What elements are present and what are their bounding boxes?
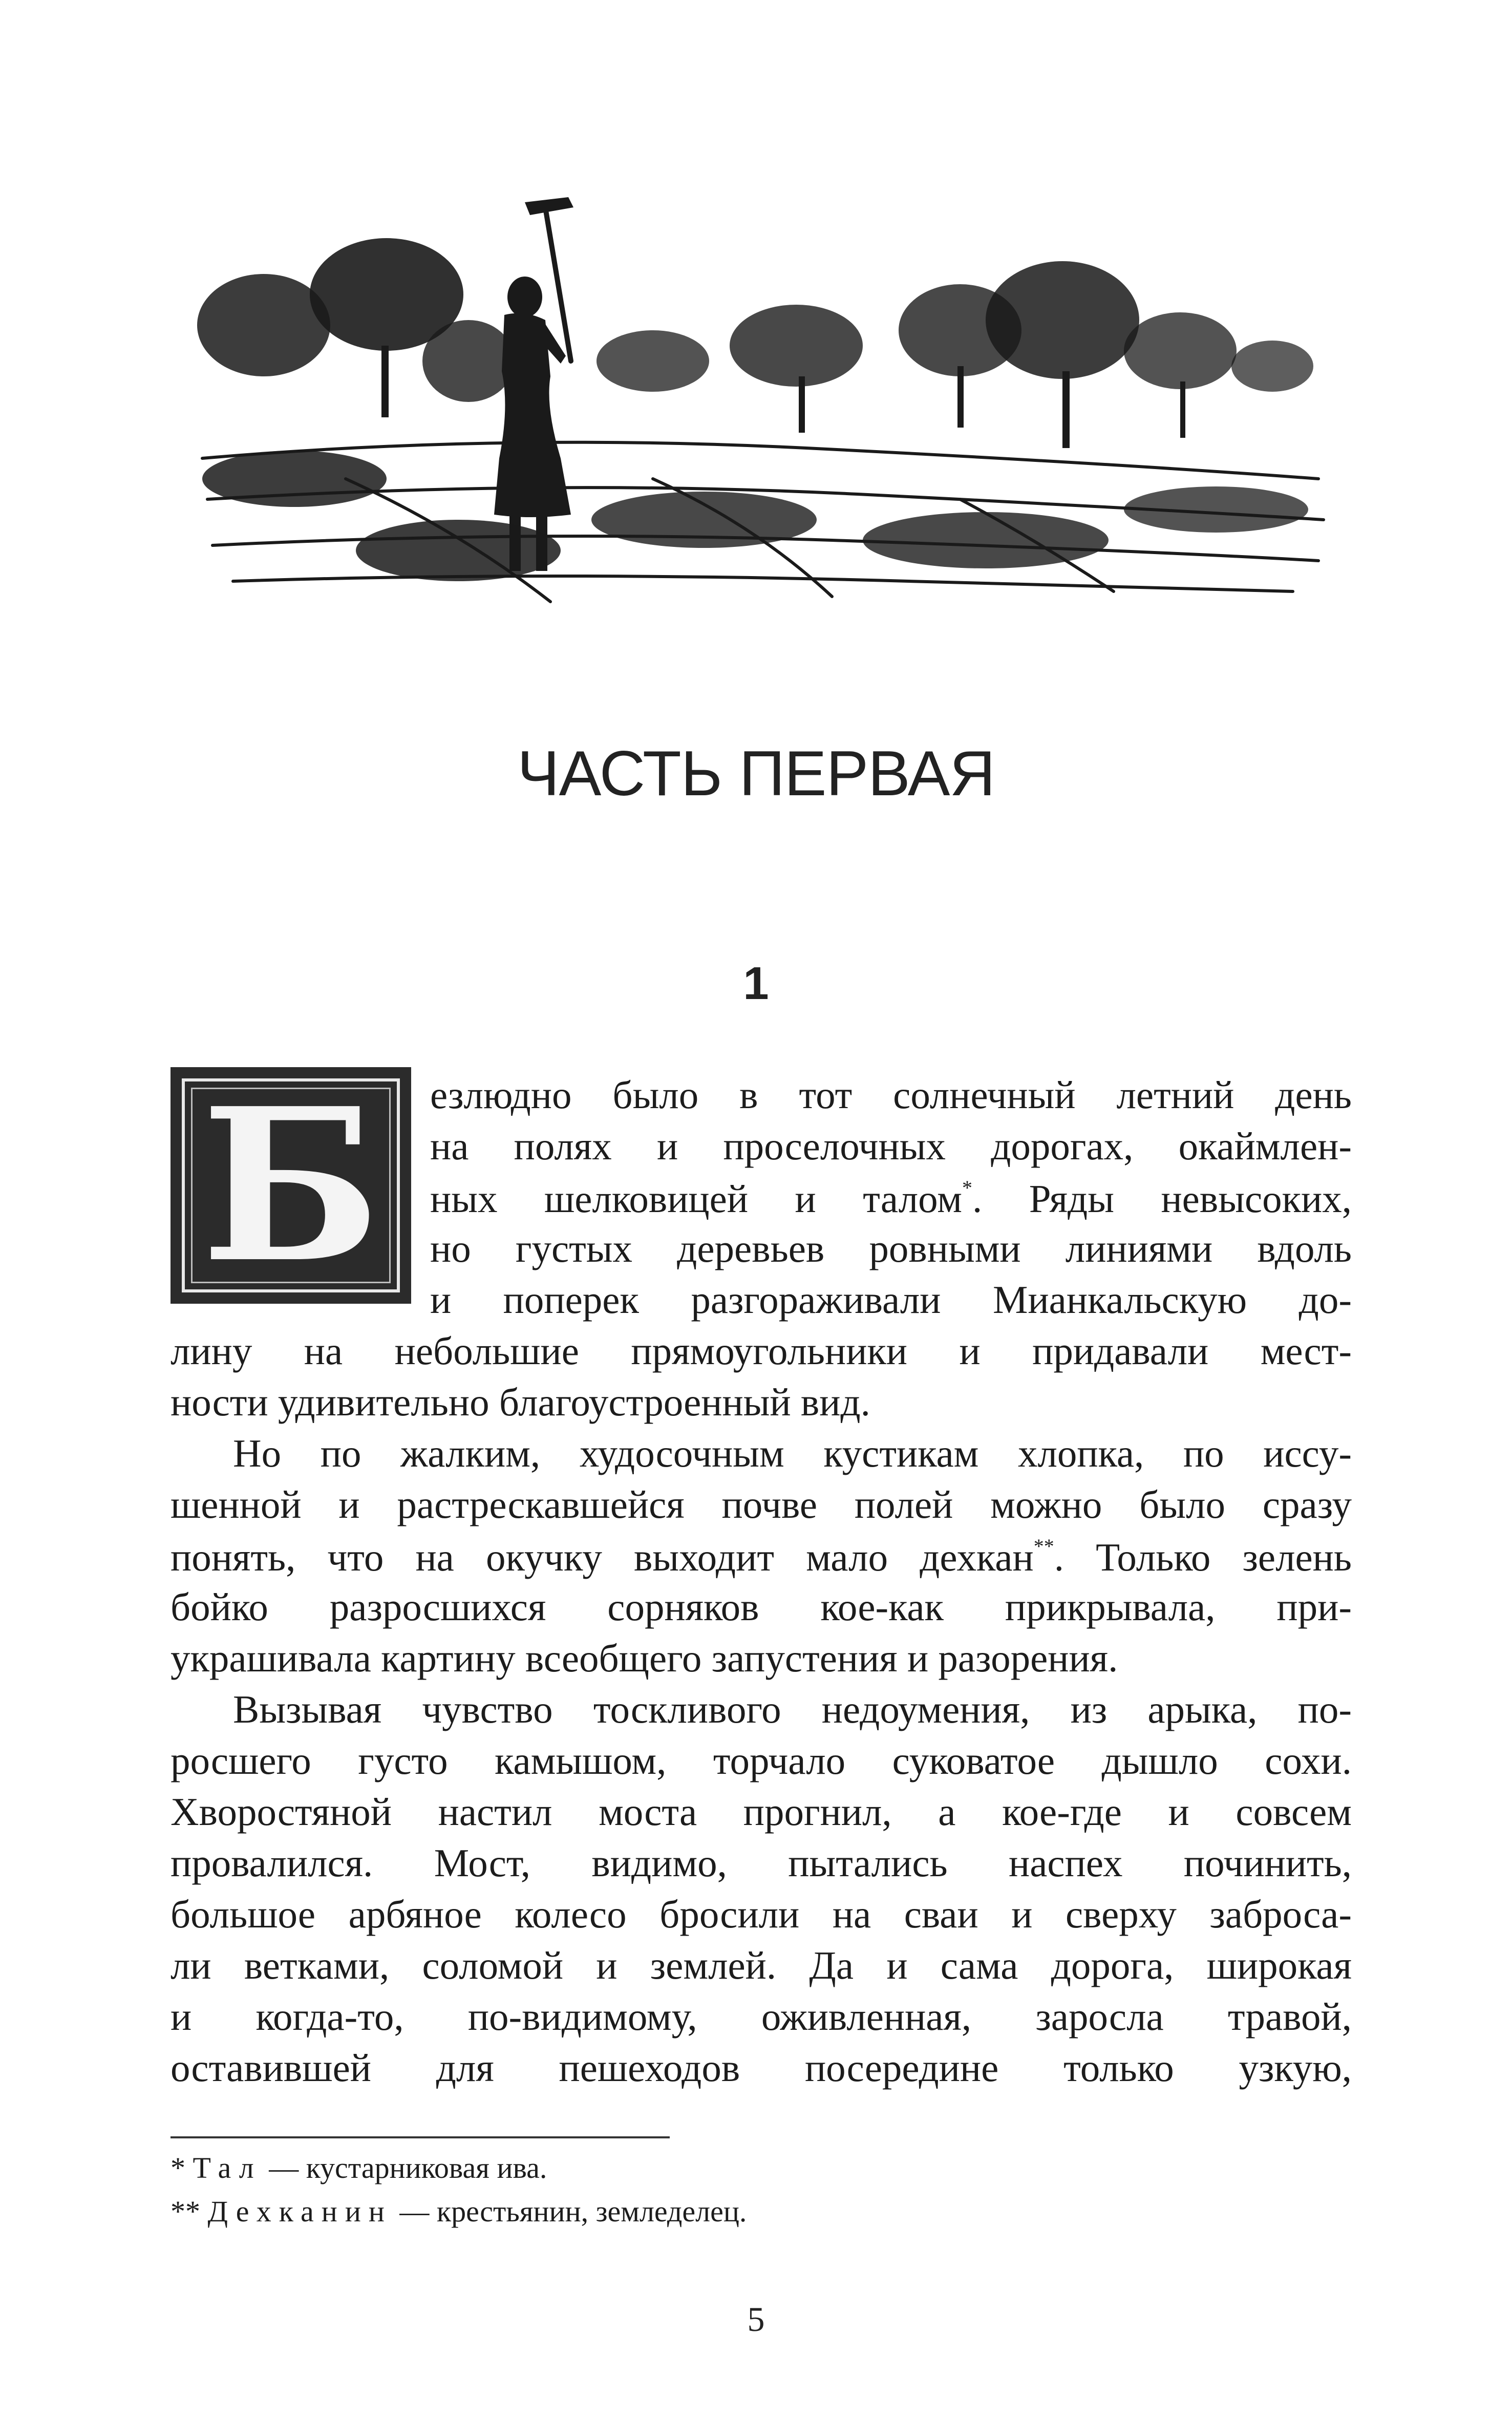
text-line: большое арбяное колесо бросили на сваи и сверху заброса- xyxy=(171,1892,1352,1936)
text-line: украшивала картину всеобщего запустения и разорения. xyxy=(171,1636,1118,1680)
text-line: росшего густо камышом, торчало суковатое дышло сохи. xyxy=(171,1738,1352,1783)
text-line: но густых деревьев ровными линиями вдоль xyxy=(430,1226,1352,1270)
text-line: провалился. Мост, видимо, пытались наспех починить, xyxy=(171,1841,1352,1885)
part-title: ЧАСТЬ ПЕРВАЯ xyxy=(517,738,995,809)
text-line xyxy=(171,1536,1352,1577)
footnote-term: Дехканин xyxy=(207,2195,392,2228)
text-line: бойко разросшихся сорняков кое-как прикрывала, при- xyxy=(171,1585,1352,1629)
text-line: Вызывая чувство тоскливого недоумения, из арыка, по- xyxy=(233,1687,1352,1731)
footnote-divider xyxy=(171,2136,670,2138)
text-line: ности удивительно благоустроенный вид. xyxy=(171,1380,870,1424)
text-line xyxy=(430,1178,1352,1219)
text-segment: ных шелковицей и талом xyxy=(430,1177,962,1221)
text-segment: понять, что на окучку выходит мало дехкан xyxy=(171,1535,1034,1579)
footnote-term: Тал xyxy=(193,2151,262,2184)
footnote-definition: — крестьянин, земледелец. xyxy=(392,2195,747,2228)
text-line: Но по жалким, худосочным кустикам хлопка, по иссу- xyxy=(233,1431,1352,1475)
text-line: оставившей для пешеходов посередине только узкую, xyxy=(171,2046,1352,2090)
footnote-mark: ** xyxy=(1033,1535,1054,1558)
text-line: ли ветками, соломой и землей. Да и сама дорога, широкая xyxy=(171,1943,1352,1987)
footnote-mark: ** xyxy=(171,2195,200,2228)
footnote-mark: * xyxy=(962,1176,972,1199)
text-line: езлюдно было в тот солнечный летний день xyxy=(430,1073,1352,1117)
drop-cap xyxy=(171,1062,411,1309)
text-line: шенной и растрескавшейся почве полей можно было сразу xyxy=(171,1482,1352,1526)
footnote xyxy=(171,2151,547,2185)
text-line: на полях и проселочных дорогах, окаймлен- xyxy=(430,1124,1352,1168)
text-line: и поперек разгораживали Мианкальскую до- xyxy=(430,1278,1352,1322)
text-segment: . Ряды невысоких, xyxy=(972,1177,1352,1221)
page-number: 5 xyxy=(747,2300,765,2339)
drop-cap-letter: Б xyxy=(201,1062,381,1309)
text-line: Хворостяной настил моста прогнил, а кое-где и совсем xyxy=(171,1790,1352,1834)
text-line: и когда-то, по-видимому, оживленная, заросла травой, xyxy=(171,1994,1352,2039)
footnote xyxy=(171,2194,747,2229)
farmer-field-illustration xyxy=(192,192,1334,617)
text-line: лину на небольшие прямоугольники и придавали мест- xyxy=(171,1329,1352,1373)
text-segment: . Только зелень xyxy=(1054,1535,1352,1579)
chapter-number: 1 xyxy=(743,958,769,1009)
footnote-definition: — кустарниковая ива. xyxy=(261,2151,547,2184)
footnote-mark: * xyxy=(171,2151,185,2184)
